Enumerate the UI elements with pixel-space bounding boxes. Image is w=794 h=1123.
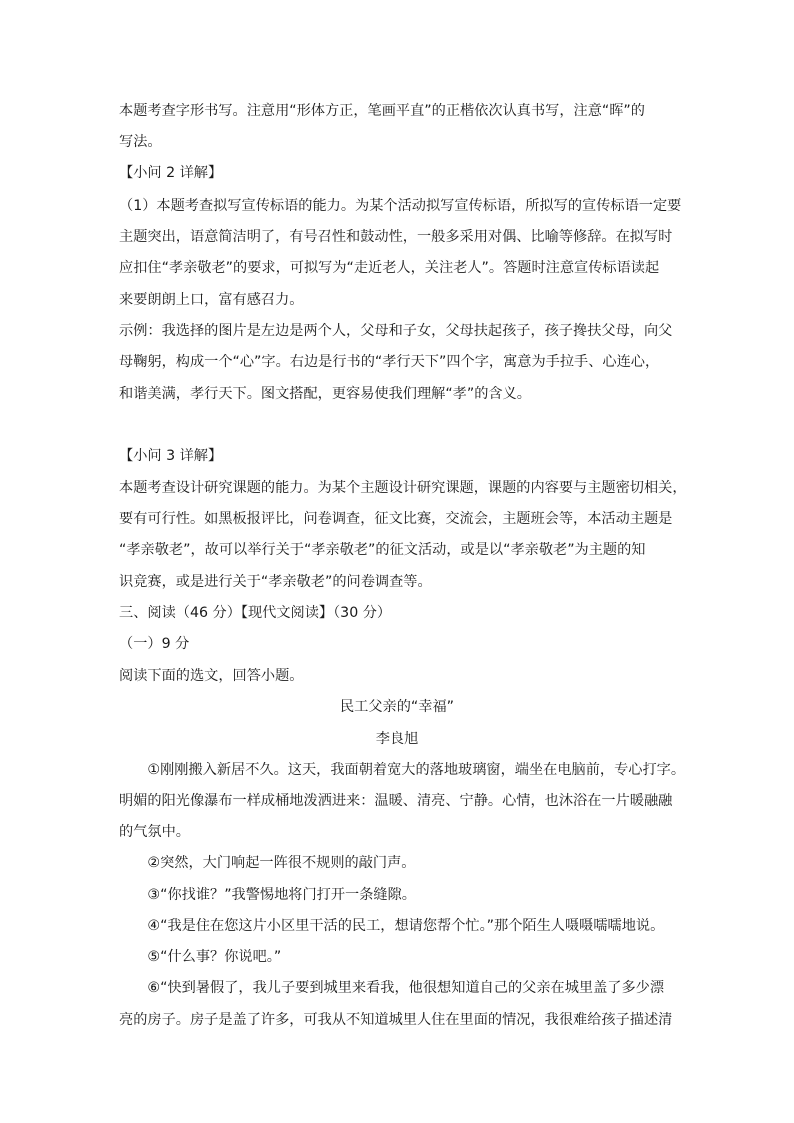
paragraph-line: 亮的房子。房子是盖了许多，可我从不知道城里人住在里面的情况，我很难给孩子描述清 bbox=[119, 1012, 673, 1028]
paragraph-line: ②突然，大门响起一阵很不规则的敲门声。 bbox=[119, 855, 416, 871]
paragraph-line: 明媚的阳光像瀑布一样成桶地泼洒进来：温暖、清亮、宁静。心情，也沐浴在一片暖融融 bbox=[119, 793, 673, 809]
article-title: 民工父亲的“幸福” bbox=[339, 699, 454, 715]
text-line: 本题考查设计研究课题的能力。为某个主题设计研究课题，课题的内容要与主题密切相关， bbox=[119, 480, 687, 496]
section-heading: 【小问 2 详解】 bbox=[119, 165, 223, 181]
text-line: 识竞赛，或是进行关于“孝亲敬老”的问卷调查等。 bbox=[119, 574, 432, 590]
subsection-heading: （一）9 分 bbox=[119, 636, 190, 652]
section-heading: 【小问 3 详解】 bbox=[119, 448, 223, 464]
paragraph-line: ③“你找谁？”我警惕地将门打开一条缝隙。 bbox=[119, 887, 416, 903]
text-line: （1）本题考查拟写宣传标语的能力。为某个活动拟写宣传标语，所拟写的宣传标语一定要 bbox=[119, 198, 682, 214]
text-line: 和谐美满，孝行天下。图文搭配，更容易使我们理解“孝”的含义。 bbox=[119, 386, 531, 402]
text-line: 应扣住“孝亲敬老”的要求，可拟写为“走近老人，关注老人”。答题时注意宣传标语读起 bbox=[119, 260, 660, 276]
text-line: 母鞠躬，构成一个“心”字。右边是行书的“孝行天下”四个字，寓意为手拉手、心连心， bbox=[119, 354, 660, 370]
article-author: 李良旭 bbox=[375, 731, 419, 747]
text-line: “孝亲敬老”，故可以举行关于“孝亲敬老”的征文活动，或是以“孝亲敬老”为主题的知 bbox=[119, 542, 646, 558]
paragraph-line: ④“我是住在您这片小区里干活的民工，想请您帮个忙。”那个陌生人嗫嗫嚅嚅地说。 bbox=[119, 918, 665, 934]
section-heading: 三、阅读（46 分）【现代文阅读】（30 分） bbox=[119, 605, 392, 621]
paragraph-line: ⑤“什么事？你说吧。” bbox=[119, 949, 282, 965]
paragraph-line: 的气氛中。 bbox=[119, 824, 190, 840]
text-line: 示例：我选择的图片是左边是两个人，父母和子女，父母扶起孩子，孩子搀扶父母，向父 bbox=[119, 323, 673, 339]
instruction-line: 阅读下面的选文，回答小题。 bbox=[119, 668, 304, 684]
text-line: 要有可行性。如黑板报评比，问卷调查，征文比赛，交流会，主题班会等，本活动主题是 bbox=[119, 511, 673, 527]
text-line: 主题突出，语意简洁明了，有号召性和鼓动性，一般多采用对偶、比喻等修辞。在拟写时 bbox=[119, 229, 673, 245]
text-line: 来要朗朗上口，富有感召力。 bbox=[119, 292, 304, 308]
paragraph-line: ①刚刚搬入新居不久。这天，我面朝着宽大的落地玻璃窗，端坐在电脑前，专心打字。 bbox=[119, 762, 686, 778]
text-line: 本题考查字形书写。注意用“形体方正，笔画平直”的正楷依次认真书写，注意“晖”的 bbox=[119, 103, 645, 119]
paragraph-line: ⑥“快到暑假了，我儿子要到城里来看我，他很想知道自己的父亲在城里盖了多少漂 bbox=[119, 980, 665, 996]
text-line: 写法。 bbox=[119, 134, 162, 150]
